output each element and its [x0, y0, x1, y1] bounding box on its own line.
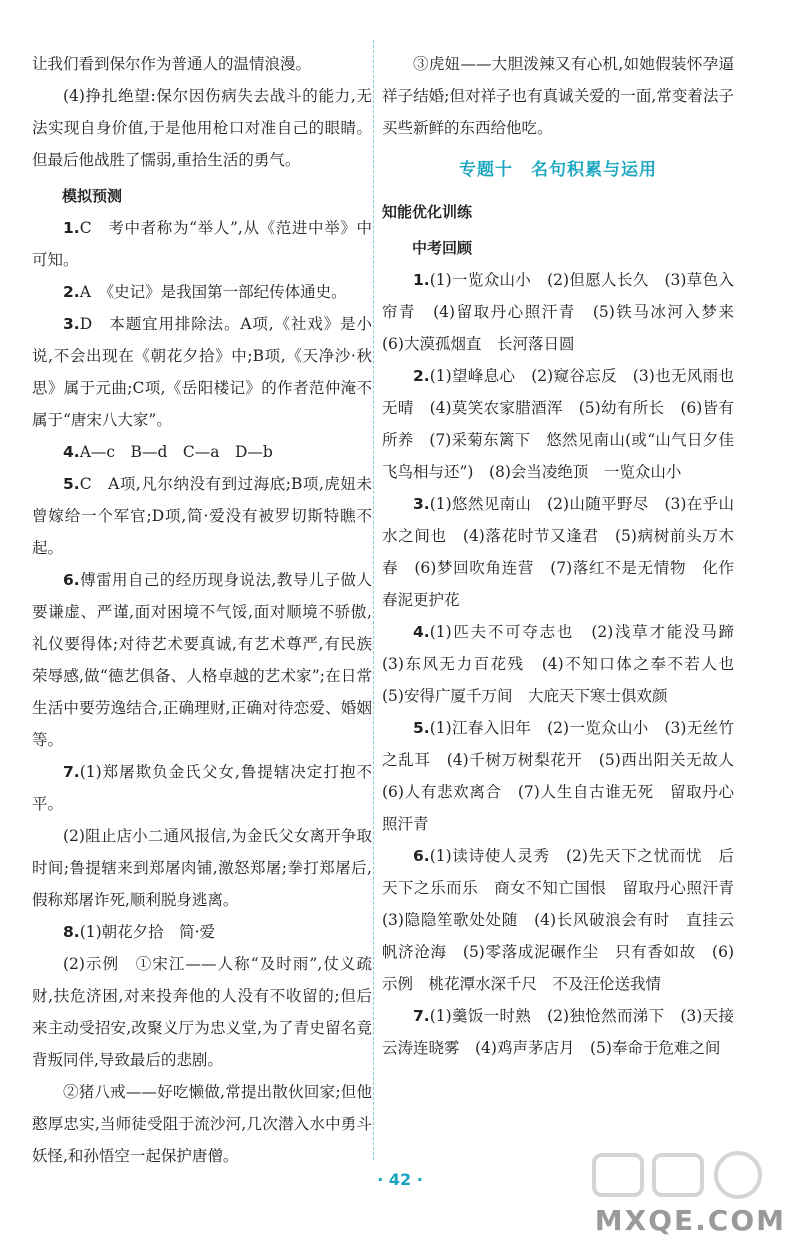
- answer-item: 6.(1)读诗使人灵秀 (2)先天下之忧而忧 后天下之乐而乐 商女不知亡国恨 留取丹心照汗青 (3)隐隐笙歌处处随 (4)长风破浪会有时 直挂云帆济沧海 (5)零落成泥碾作尘 只有香如故 (6)示例 桃花潭水深千尺 不及汪伦送我情: [382, 847, 750, 993]
- right-column: [382, 48, 750, 1064]
- paragraph: (2)示例 ①宋江——人称“及时雨”,仗义疏财,扶危济困,对来投奔他的人没有不收留的;但后来主动受招安,改聚义厅为忠义堂,为了青史留名竟背叛同伴,导致最后的悲剧。: [32, 955, 372, 1069]
- answer-item: 2.A 《史记》是我国第一部纪传体通史。: [63, 283, 347, 301]
- paragraph: ③虎妞——大胆泼辣又有心机,如她假装怀孕逼祥子结婚;但对祥子也有真诚关爱的一面,常变着法子买些新鲜的东西给他吃。: [382, 55, 734, 137]
- watermark-text: MXQE.COM: [594, 1204, 786, 1237]
- page-number: · 42 ·: [377, 1170, 423, 1189]
- paragraph: (2)阻止店小二通风报信,为金氏父女离开争取时间;鲁提辖来到郑屠肉铺,激怒郑屠;拳打郑屠后,假称郑屠诈死,顺利脱身逃离。: [32, 827, 372, 909]
- answer-item: 1.C 考中者称为“举人”,从《范进中举》中可知。: [32, 219, 372, 269]
- answer-item: 3.(1)悠然见南山 (2)山随平野尽 (3)在乎山水之间也 (4)落花时节又逢君 (5)病树前头万木春 (6)梦回吹角连营 (7)落红不是无情物 化作春泥更护花: [382, 495, 734, 609]
- column-divider: [373, 40, 374, 1160]
- answer-item: 7.(1)郑屠欺负金氏父女,鲁提辖决定打抱不平。: [32, 763, 372, 813]
- paragraph: (4)挣扎绝望:保尔因伤病失去战斗的能力,无法实现自身价值,于是他用枪口对准自己的眼睛。但最后他战胜了懦弱,重拾生活的勇气。: [32, 87, 372, 169]
- subheading-simulation: 模拟预测: [62, 187, 123, 205]
- paragraph: 让我们看到保尔作为普通人的温情浪漫。: [32, 55, 312, 73]
- answer-item: 4.(1)匹夫不可夺志也 (2)浅草才能没马蹄 (3)东风无力百花残 (4)不知口体之奉不若人也 (5)安得广厦千万间 大庇天下寒士俱欢颜: [382, 623, 750, 705]
- answer-item: 5.(1)江春入旧年 (2)一览众山小 (3)无丝竹之乱耳 (4)千树万树梨花开 (5)西出阳关无故人 (6)人有悲欢离合 (7)人生自古谁无死 留取丹心照汗青: [382, 719, 750, 833]
- answer-item: 1.(1)一览众山小 (2)但愿人长久 (3)草色入帘青 (4)留取丹心照汗青 (5)铁马冰河入梦来 (6)大漠孤烟直 长河落日圆: [382, 271, 750, 353]
- answer-item: 8.(1)朝花夕拾 简·爱: [63, 923, 216, 941]
- subheading-review: 中考回顾: [412, 239, 473, 257]
- section-heading: 知能优化训练: [382, 203, 473, 221]
- answer-item: 6.傅雷用自己的经历现身说法,教导儿子做人要谦虚、严谨,面对困境不气馁,面对顺境不骄傲,礼仪要得体;对待艺术要真诚,有艺术尊严,有民族荣辱感,做“德艺俱备、人格卓越的艺术家”;在日常生活中要劳逸结合,正确理财,正确对待恋爱、婚姻等。: [32, 571, 372, 749]
- answer-item: 2.(1)望峰息心 (2)窥谷忘反 (3)也无风雨也无晴 (4)莫笑农家腊酒浑 (5)幼有所长 (6)皆有所养 (7)采菊东篱下 悠然见南山(或“山气日夕佳 飞鸟相与还”) (8)会当凌绝顶 一览众山小: [382, 367, 750, 481]
- paragraph: ②猪八戒——好吃懒做,常提出散伙回家;但他憨厚忠实,当师徒受阻于流沙河,几次潜入水中勇斗妖怪,和孙悟空一起保护唐僧。: [32, 1083, 372, 1165]
- answer-item: 3.D 本题宜用排除法。A项,《社戏》是小说,不会出现在《朝花夕拾》中;B项,《天净沙·秋思》属于元曲;C项,《岳阳楼记》的作者范仲淹不属于“唐宋八大家”。: [32, 315, 372, 429]
- answer-item: 4.A—c B—d C—a D—b: [63, 443, 273, 461]
- left-column: [32, 48, 372, 1172]
- answer-item: 7.(1)羹饭一时熟 (2)独怆然而涕下 (3)天接云涛连晓雾 (4)鸡声茅店月 (5)奉命于危难之间: [382, 1007, 734, 1057]
- topic-title: 专题十 名句积累与运用: [459, 160, 657, 180]
- answer-item: 5.C A项,凡尔纳没有到过海底;B项,虎妞未曾嫁给一个军官;D项,简·爱没有被罗切斯特瞧不起。: [32, 475, 372, 557]
